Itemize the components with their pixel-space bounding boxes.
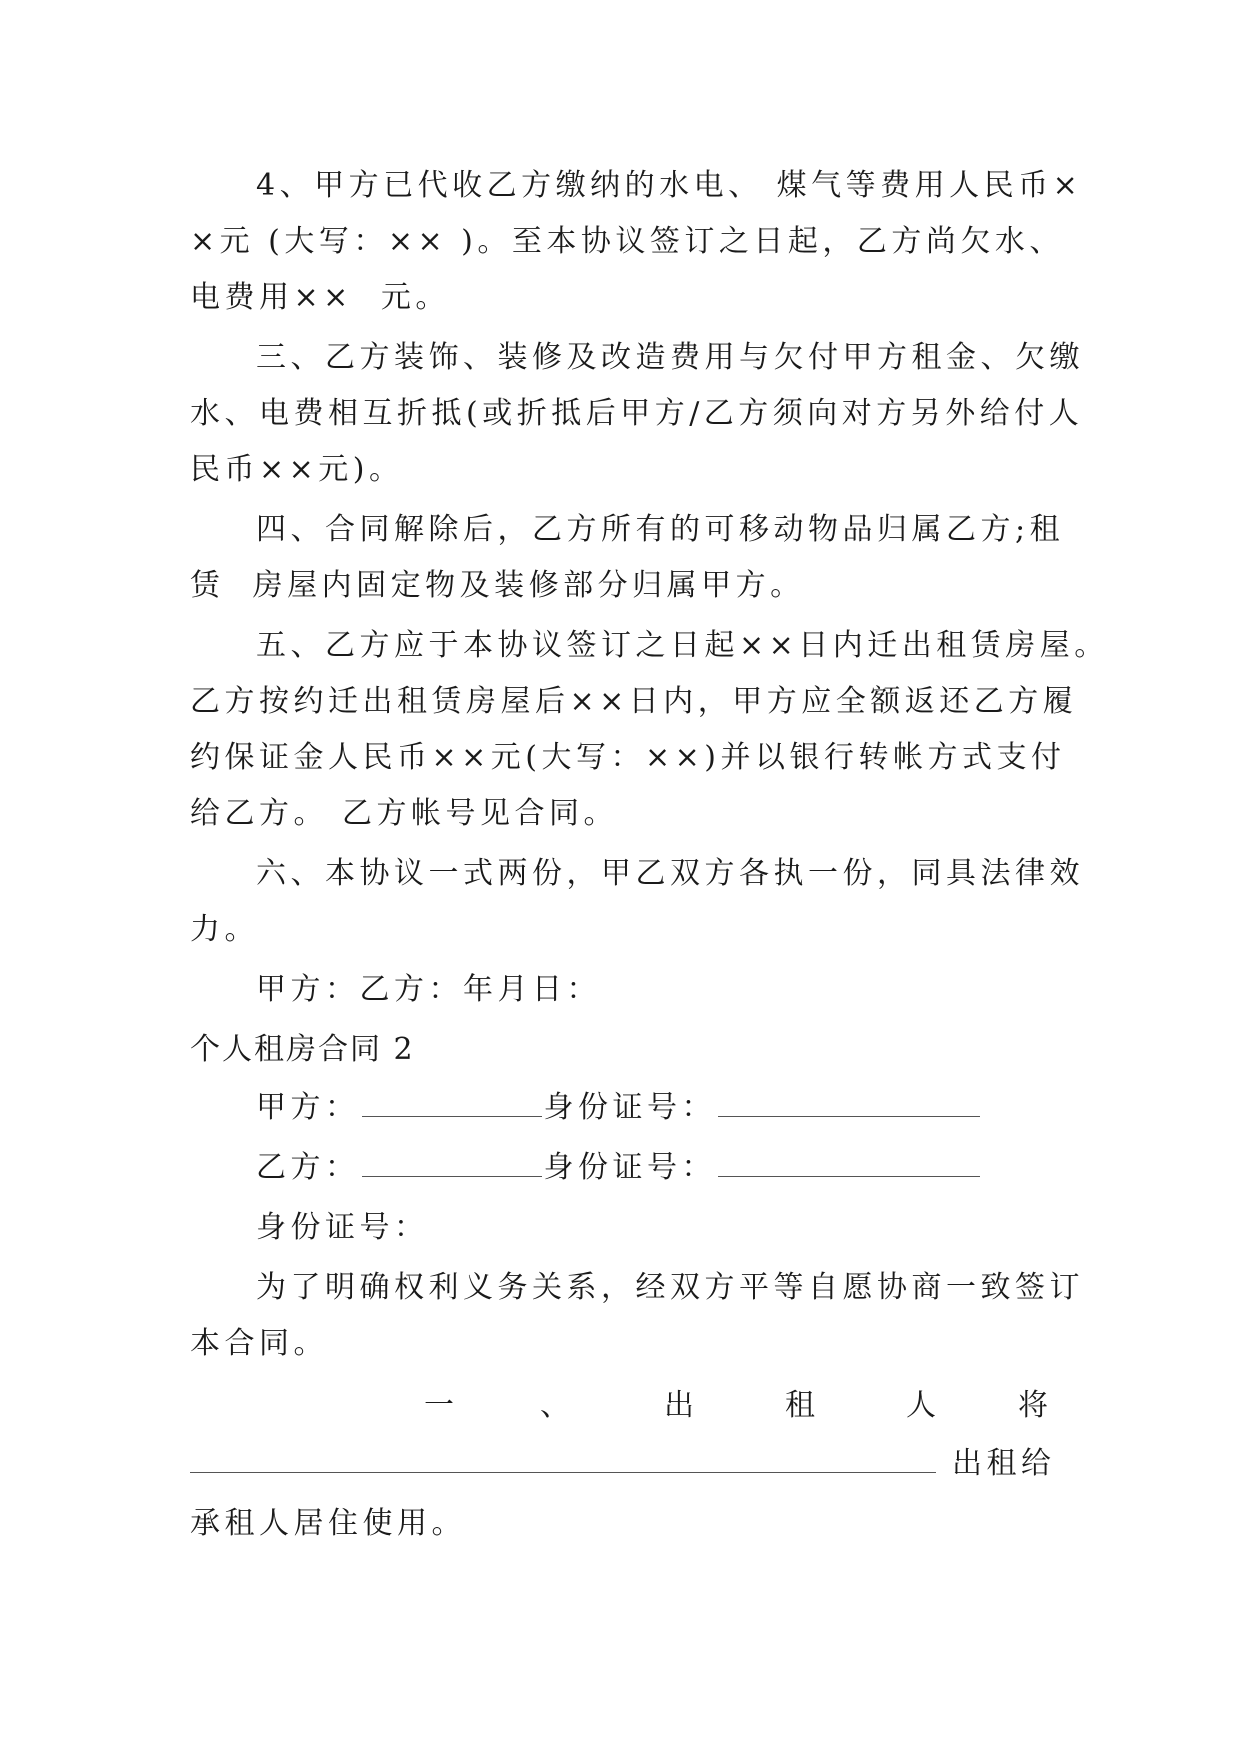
paragraph-line: 水、电费相互折抵(或折抵后甲方/乙方须向对方另外给付人 <box>190 396 1084 431</box>
party-a-blank <box>362 1115 542 1117</box>
party-a-id-label: 身份证号： <box>543 1090 716 1125</box>
party-a-label: 甲方： <box>256 1090 360 1125</box>
paragraph-line: 乙方按约迁出租赁房屋后××日内，甲方应全额返还乙方履 <box>190 684 1078 719</box>
paragraph-line: ×元 (大写：×× )。至本协议签订之日起，乙方尚欠水、 <box>190 224 1064 259</box>
paragraph-line: 三、乙方装饰、装修及改造费用与欠付甲方租金、欠缴 <box>256 340 1084 375</box>
clause-char: 租 <box>785 1388 815 1423</box>
paragraph-line: 约保证金人民币××元(大写：××)并以银行转帐方式支付 <box>190 740 1066 775</box>
paragraph-line: 给乙方。 乙方帐号见合同。 <box>190 796 619 831</box>
paragraph-line: 六、本协议一式两份，甲乙双方各执一份，同具法律效 <box>256 856 1084 891</box>
clause-char: 出 <box>664 1388 694 1423</box>
id-number-line: 身份证号： <box>256 1210 429 1245</box>
paragraph-line: 四、合同解除后，乙方所有的可移动物品归属乙方;租 <box>256 512 1065 547</box>
party-b-row <box>256 1148 982 1188</box>
paragraph-line: 电费用×× 元。 <box>190 280 450 315</box>
clause-blank-row <box>190 1444 1056 1484</box>
clause-line: 承租人居住使用。 <box>190 1506 466 1541</box>
paragraph-line: 民币××元)。 <box>190 452 404 487</box>
clause-char: 将 <box>1018 1388 1048 1423</box>
contract-title: 个人租房合同 2 <box>190 1032 415 1067</box>
intro-line: 为了明确权利义务关系，经双方平等自愿协商一致签订 <box>256 1270 1084 1305</box>
party-b-label: 乙方： <box>256 1150 360 1185</box>
clause-tail: 出租给 <box>952 1446 1056 1481</box>
clause-char: 人 <box>906 1388 936 1423</box>
paragraph-line: 赁 房屋内固定物及装修部分归属甲方。 <box>190 568 805 603</box>
intro-line: 本合同。 <box>190 1326 328 1361</box>
paragraph-line: 4、甲方已代收乙方缴纳的水电、 煤气等费用人民币× <box>256 168 1083 203</box>
property-address-blank <box>190 1471 936 1473</box>
clause-char: 一 <box>424 1388 454 1423</box>
clause-char: 、 <box>540 1388 570 1423</box>
paragraph-line: 五、乙方应于本协议签订之日起××日内迁出租赁房屋。 <box>256 628 1109 663</box>
party-a-id-blank <box>718 1115 980 1117</box>
party-a-row <box>256 1088 982 1128</box>
paragraph-line: 力。 <box>190 912 259 947</box>
party-b-id-label: 身份证号： <box>543 1150 716 1185</box>
signature-line: 甲方：乙方：年月日： <box>256 972 601 1007</box>
party-b-id-blank <box>718 1175 980 1177</box>
party-b-blank <box>362 1175 542 1177</box>
